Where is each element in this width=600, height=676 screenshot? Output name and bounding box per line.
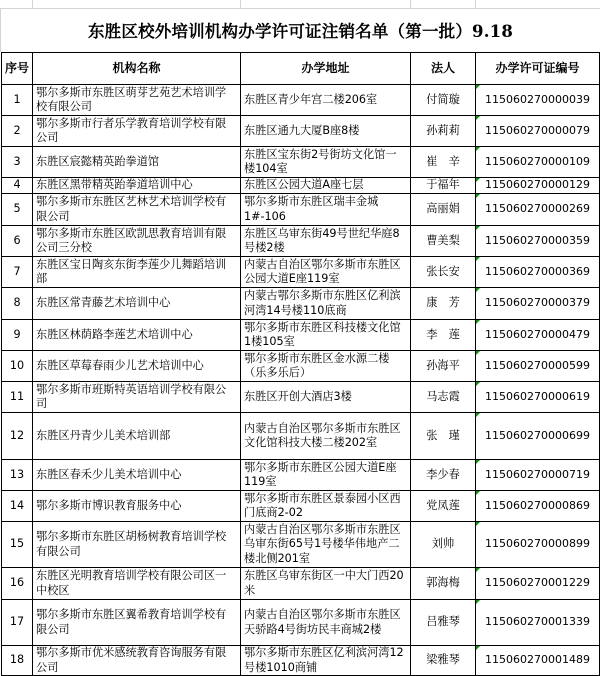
school-address-cell[interactable]: 东胜区乌审东街区一中大门西20米 [241, 568, 411, 600]
school-address-cell[interactable]: 鄂尔多斯市东胜区亿利滨河湾12号楼1010商铺 [241, 646, 411, 676]
license-number-cell[interactable]: 115060270001339 [476, 600, 600, 646]
license-number-cell[interactable]: 115060270000369 [476, 257, 600, 288]
legal-person-cell[interactable]: 康 芳 [411, 288, 476, 320]
table-row [2, 460, 600, 491]
legal-person-cell[interactable]: 高丽娟 [411, 194, 476, 226]
license-number-cell[interactable]: 115060270000359 [476, 226, 600, 257]
table-row [2, 646, 600, 676]
legal-person-cell[interactable]: 刘帅 [411, 522, 476, 568]
table-row [2, 116, 600, 147]
legal-person-cell[interactable]: 李 莲 [411, 320, 476, 351]
institution-name-cell[interactable]: 鄂尔多斯市东胜区萌芽艺苑艺术培训学校有限公司 [33, 85, 241, 116]
institution-name-cell[interactable]: 鄂尔多斯市优米感统教育咨询服务有限公司 [33, 646, 241, 676]
row-number-cell[interactable]: 11 [2, 382, 33, 413]
table-row [2, 85, 600, 116]
row-number-cell[interactable]: 4 [2, 178, 33, 194]
row-number-cell[interactable]: 3 [2, 147, 33, 178]
institution-name-cell[interactable]: 东胜区草莓春雨少儿艺术培训中心 [33, 351, 241, 382]
row-number-cell[interactable]: 10 [2, 351, 33, 382]
table-row [2, 382, 600, 413]
row-number-cell[interactable]: 1 [2, 85, 33, 116]
legal-person-cell[interactable]: 孙海平 [411, 351, 476, 382]
school-address-cell[interactable]: 东胜区公园大道A座七层 [241, 178, 411, 194]
table-row [2, 178, 600, 194]
school-address-cell[interactable]: 东胜区青少年宫二楼206室 [241, 85, 411, 116]
legal-person-cell[interactable]: 郭海梅 [411, 568, 476, 600]
row-number-cell[interactable]: 9 [2, 320, 33, 351]
school-address-cell[interactable]: 内蒙古自治区鄂尔多斯市东胜区文化馆科技大楼二楼202室 [241, 413, 411, 460]
row-number-cell[interactable]: 12 [2, 413, 33, 460]
school-address-cell[interactable]: 东胜区乌审东街49号世纪华庭8号楼2楼 [241, 226, 411, 257]
school-address-cell[interactable]: 内蒙古鄂尔多斯市东胜区亿利滨河湾14号楼110底商 [241, 288, 411, 320]
school-address-cell[interactable]: 东胜区宝东街2号街坊文化馆一楼104室 [241, 147, 411, 178]
legal-person-cell[interactable]: 曹美梨 [411, 226, 476, 257]
license-number-cell[interactable]: 115060270001229 [476, 568, 600, 600]
institution-name-cell[interactable]: 东胜区春禾少儿美术培训中心 [33, 460, 241, 491]
license-number-cell[interactable]: 115060270000599 [476, 351, 600, 382]
row-number-cell[interactable]: 13 [2, 460, 33, 491]
institution-name-cell[interactable]: 东胜区林荫路李莲艺术培训中心 [33, 320, 241, 351]
header-person[interactable]: 法人 [411, 53, 476, 85]
school-address-cell[interactable]: 鄂尔多斯市东胜区景泰园小区西门底商2-02 [241, 491, 411, 522]
institution-name-cell[interactable]: 东胜区宸懿精英跆拳道馆 [33, 147, 241, 178]
license-number-cell[interactable]: 115060270000079 [476, 116, 600, 147]
license-number-cell[interactable]: 115060270000869 [476, 491, 600, 522]
license-cancellation-table [1, 52, 600, 676]
institution-name-cell[interactable]: 东胜区丹青少儿美术培训部 [33, 413, 241, 460]
row-number-cell[interactable]: 6 [2, 226, 33, 257]
row-number-cell[interactable]: 17 [2, 600, 33, 646]
license-number-cell[interactable]: 115060270000719 [476, 460, 600, 491]
row-number-cell[interactable]: 7 [2, 257, 33, 288]
table-row [2, 522, 600, 568]
license-number-cell[interactable]: 115060270000269 [476, 194, 600, 226]
license-number-cell[interactable]: 115060270000379 [476, 288, 600, 320]
license-number-cell[interactable]: 115060270000899 [476, 522, 600, 568]
table-header-row [2, 53, 600, 85]
row-number-cell[interactable]: 14 [2, 491, 33, 522]
table-row [2, 413, 600, 460]
license-number-cell[interactable]: 115060270000479 [476, 320, 600, 351]
table-row [2, 320, 600, 351]
header-code[interactable]: 办学许可证编号 [476, 53, 600, 85]
row-number-cell[interactable]: 15 [2, 522, 33, 568]
table-row [2, 147, 600, 178]
row-number-cell[interactable]: 16 [2, 568, 33, 600]
institution-name-cell[interactable]: 东胜区光明教育培训学校有限公司区一中校区 [33, 568, 241, 600]
license-number-cell[interactable]: 115060270000039 [476, 85, 600, 116]
legal-person-cell[interactable]: 付简璇 [411, 85, 476, 116]
institution-name-cell[interactable]: 鄂尔多斯市东胜区翼希教育培训学校有限公司 [33, 600, 241, 646]
license-number-cell[interactable]: 115060270000129 [476, 178, 600, 194]
school-address-cell[interactable]: 内蒙古自治区鄂尔多斯市东胜区乌审东街65号1号楼华伟地产二楼北侧201室 [241, 522, 411, 568]
school-address-cell[interactable]: 内蒙古自治区鄂尔多斯市东胜区天骄路4号街坊民丰商城2楼 [241, 600, 411, 646]
table-row [2, 257, 600, 288]
school-address-cell[interactable]: 内蒙古自治区鄂尔多斯市东胜区公园大道E座119室 [241, 257, 411, 288]
institution-name-cell[interactable]: 鄂尔多斯市东胜区艺林艺术培训学校有限公司 [33, 194, 241, 226]
school-address-cell[interactable]: 东胜区通九大厦B座8楼 [241, 116, 411, 147]
table-row [2, 351, 600, 382]
table-row [2, 194, 600, 226]
legal-person-cell[interactable]: 张长安 [411, 257, 476, 288]
school-address-cell[interactable]: 鄂尔多斯市东胜区公园大道E座119室 [241, 460, 411, 491]
license-number-cell[interactable]: 115060270000109 [476, 147, 600, 178]
institution-name-cell[interactable]: 鄂尔多斯市班斯特英语培训学校有限公司 [33, 382, 241, 413]
school-address-cell[interactable]: 鄂尔多斯市东胜区科技楼文化馆1楼105室 [241, 320, 411, 351]
legal-person-cell[interactable]: 吕雅琴 [411, 600, 476, 646]
row-number-cell[interactable]: 2 [2, 116, 33, 147]
institution-name-cell[interactable]: 东胜区黑带精英跆拳道培训中心 [33, 178, 241, 194]
table-row [2, 226, 600, 257]
legal-person-cell[interactable]: 张 瑾 [411, 413, 476, 460]
institution-name-cell[interactable]: 鄂尔多斯市博识教育服务中心 [33, 491, 241, 522]
row-number-cell[interactable]: 18 [2, 646, 33, 676]
school-address-cell[interactable]: 东胜区开创大酒店3楼 [241, 382, 411, 413]
license-number-cell[interactable]: 115060270000619 [476, 382, 600, 413]
school-address-cell[interactable]: 鄂尔多斯市东胜区瑞丰金城1#-106 [241, 194, 411, 226]
institution-name-cell[interactable]: 鄂尔多斯市东胜区胡杨树教育培训学校有限公司 [33, 522, 241, 568]
institution-name-cell[interactable]: 鄂尔多斯市行者乐学教育培训学校有限公司 [33, 116, 241, 147]
license-number-cell[interactable]: 115060270000699 [476, 413, 600, 460]
table-row [2, 568, 600, 600]
institution-name-cell[interactable]: 东胜区宝日陶亥东街李莲少儿舞蹈培训部 [33, 257, 241, 288]
header-name[interactable]: 机构名称 [33, 53, 241, 85]
license-number-cell[interactable]: 115060270001489 [476, 646, 600, 676]
document-title: 东胜区校外培训机构办学许可证注销名单（第一批）9.18 [0, 8, 600, 52]
institution-name-cell[interactable]: 东胜区常青藤艺术培训中心 [33, 288, 241, 320]
legal-person-cell[interactable]: 党凤莲 [411, 491, 476, 522]
legal-person-cell[interactable]: 崔 辛 [411, 147, 476, 178]
legal-person-cell[interactable]: 于福年 [411, 178, 476, 194]
legal-person-cell[interactable]: 李少春 [411, 460, 476, 491]
legal-person-cell[interactable]: 马志霞 [411, 382, 476, 413]
row-number-cell[interactable]: 8 [2, 288, 33, 320]
legal-person-cell[interactable]: 孙莉莉 [411, 116, 476, 147]
table-row [2, 288, 600, 320]
table-row [2, 600, 600, 646]
header-address[interactable]: 办学地址 [241, 53, 411, 85]
table-row [2, 491, 600, 522]
row-number-cell[interactable]: 5 [2, 194, 33, 226]
header-no[interactable]: 序号 [2, 53, 33, 85]
legal-person-cell[interactable]: 梁雅琴 [411, 646, 476, 676]
school-address-cell[interactable]: 鄂尔多斯市东胜区金水源二楼（乐多乐后） [241, 351, 411, 382]
institution-name-cell[interactable]: 鄂尔多斯市东胜区欧凯思教育培训有限公司三分校 [33, 226, 241, 257]
